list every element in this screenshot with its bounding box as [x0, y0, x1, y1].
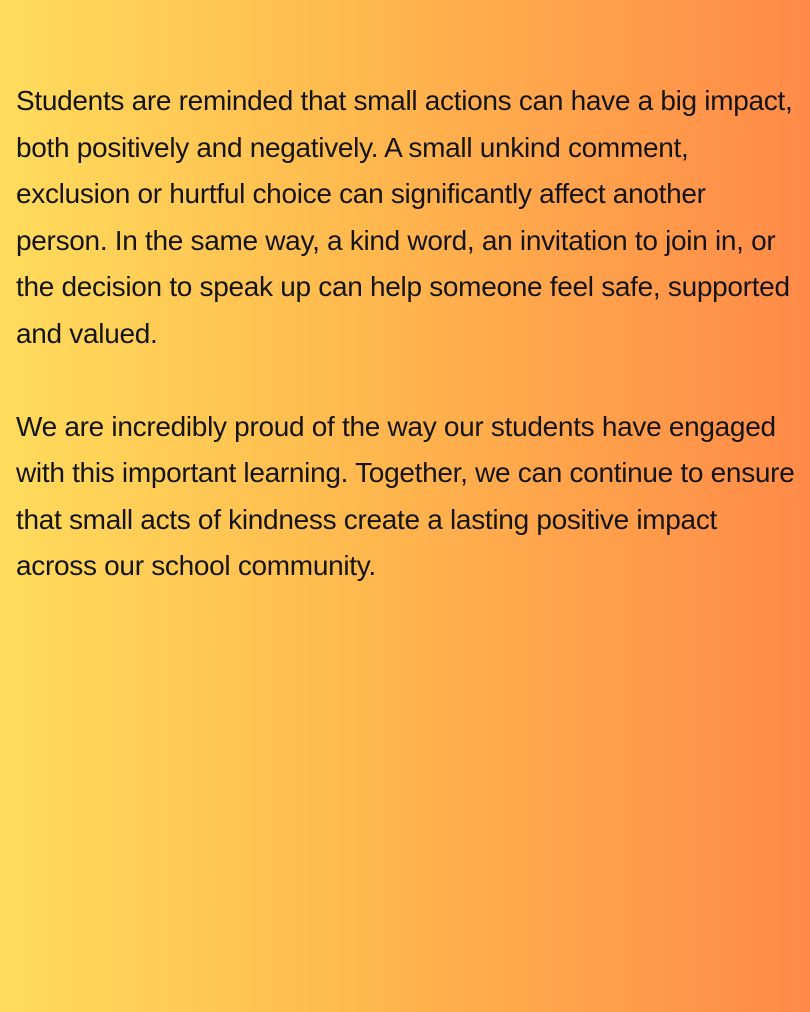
message-body [16, 78, 801, 636]
paragraph-proud-students: We are incredibly proud of the way our students have engaged with this important learning. Together, we can continue to ensure that small acts of kindness create a lasting positive impact across our school community. [16, 410, 795, 581]
paragraph-small-actions: Students are reminded that small actions can have a big impact, both positively and negatively. A small unkind comment, exclusion or hurtful choice can significantly affect another person. In the same way, a kind word, an invitation to join in, or the decision to speak up can help someone feel safe, supported and valued. [16, 85, 793, 349]
